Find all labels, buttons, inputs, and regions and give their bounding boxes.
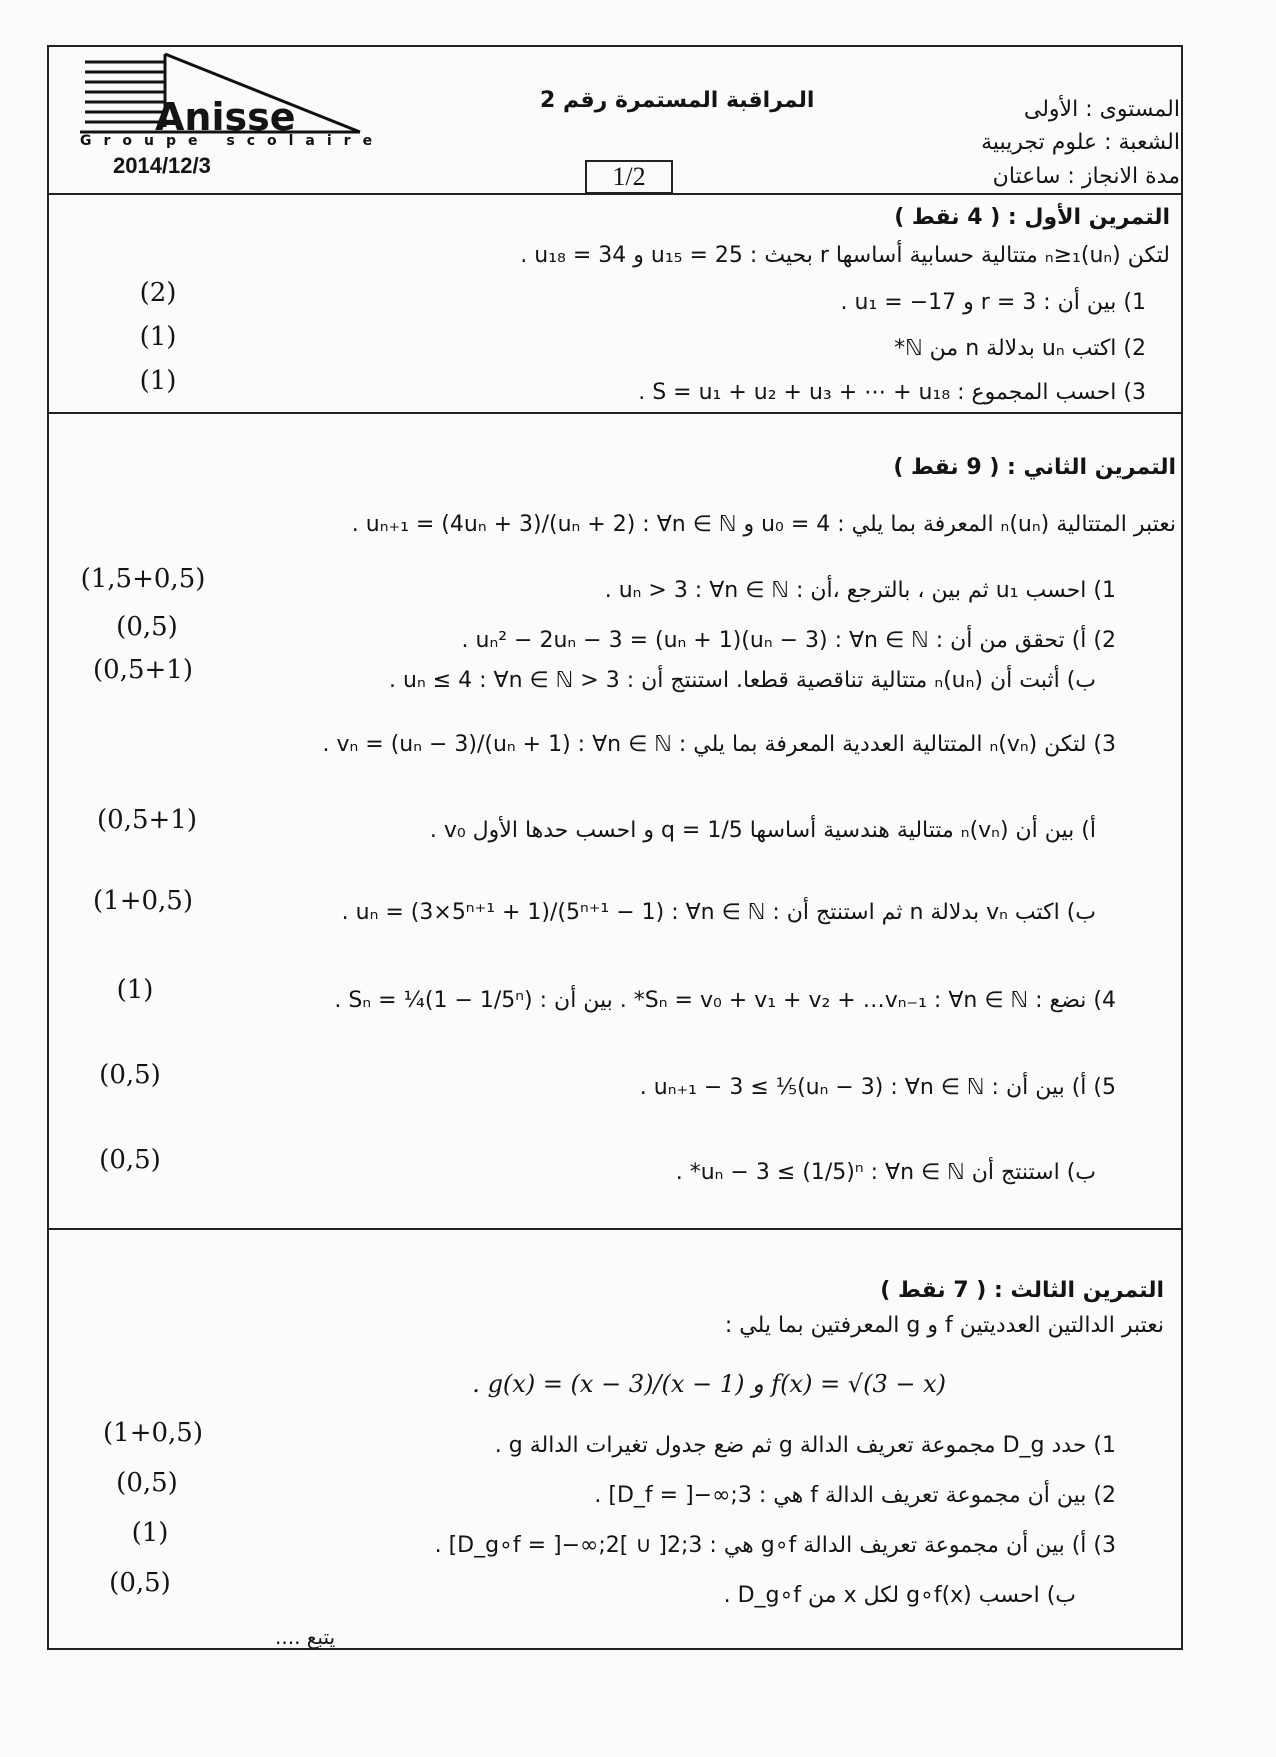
ex2-divider bbox=[47, 1228, 1183, 1230]
exam-date: 2014/12/3 bbox=[113, 153, 211, 178]
duration-label: مدة الانجاز : ساعتان bbox=[992, 164, 1180, 189]
ex2-item-3: 3) لتكن (vₙ)ₙ المتتالية العددية المعرفة بما يلي : vₙ = (uₙ − 3)/(uₙ + 1) : ∀n ∈ ℕ . bbox=[322, 732, 1116, 757]
ex2-points-5a: (0,5) bbox=[99, 1060, 161, 1090]
ex2-item-1: 1) احسب u₁ ثم بين ، بالترجع ،أن : uₙ > 3 : ∀n ∈ ℕ . bbox=[604, 578, 1116, 603]
ex1-item-1: 1) بين أن : r = 3 و u₁ = −17 . bbox=[840, 290, 1146, 315]
ex2-points-3a: (0,5+1) bbox=[97, 805, 197, 835]
ex1-item-3: 3) احسب المجموع : S = u₁ + u₂ + u₃ + ⋯ + u₁₈ . bbox=[638, 380, 1146, 405]
ex1-points-1: (2) bbox=[139, 278, 177, 308]
ex1-points-3: (1) bbox=[139, 366, 177, 396]
ex2-points-4: (1) bbox=[116, 975, 154, 1005]
ex3-points-3a: (1) bbox=[131, 1518, 169, 1548]
ex3-title: التمرين الثالث : ( 7 نقط ) bbox=[880, 1278, 1164, 1303]
ex1-intro: لتكن (uₙ)ₙ≥₁ متتالية حسابية أساسها r بحيث : u₁₅ = 25 و u₁₈ = 34 . bbox=[520, 243, 1170, 268]
ex2-item-4: 4) نضع : Sₙ = v₀ + v₁ + v₂ + …vₙ₋₁ : ∀n ∈ ℕ* . بين أن : Sₙ = ¼(1 − 1/5ⁿ) . bbox=[334, 988, 1116, 1013]
ex2-intro: نعتبر المتتالية (uₙ)ₙ المعرفة بما يلي : u₀ = 4 و uₙ₊₁ = (4uₙ + 3)/(uₙ + 2) : ∀n ∈ ℕ . bbox=[351, 512, 1176, 537]
ex1-item-2: 2) اكتب uₙ بدلالة n من ℕ* bbox=[894, 336, 1146, 361]
continue-note: يتبع .... bbox=[275, 1625, 336, 1649]
ex2-item-2b: ب) أثبت أن (uₙ)ₙ متتالية تناقصية قطعا. استنتج أن : 3 < uₙ ≤ 4 : ∀n ∈ ℕ . bbox=[389, 668, 1096, 693]
ex2-item-3a: أ) بين أن (vₙ)ₙ متتالية هندسية أساسها q = 1/5 و احسب حدها الأول v₀ . bbox=[429, 818, 1096, 843]
ex3-item-2: 2) بين أن مجموعة تعريف الدالة f هي : D_f = ]−∞;3] . bbox=[594, 1483, 1116, 1508]
ex3-points-2: (0,5) bbox=[116, 1468, 178, 1498]
ex3-intro: نعتبر الدالتين العدديتين f و g المعرفتين بما يلي : bbox=[724, 1313, 1164, 1338]
level-label: المستوى : الأولى bbox=[1023, 97, 1180, 122]
ex2-title: التمرين الثاني : ( 9 نقط ) bbox=[893, 455, 1176, 480]
ex1-points-2: (1) bbox=[139, 322, 177, 352]
ex2-item-5b: ب) استنتج أن uₙ − 3 ≤ (1/5)ⁿ : ∀n ∈ ℕ* . bbox=[675, 1160, 1096, 1185]
ex2-points-1: (1,5+0,5) bbox=[80, 564, 206, 594]
exam-title: المراقبة المستمرة رقم 2 bbox=[540, 88, 815, 113]
ex2-points-2a: (0,5) bbox=[116, 612, 178, 642]
ex3-points-1: (1+0,5) bbox=[103, 1418, 203, 1448]
ex2-item-2a: 2) أ) تحقق من أن : uₙ² − 2uₙ − 3 = (uₙ + 1)(uₙ − 3) : ∀n ∈ ℕ . bbox=[461, 628, 1116, 653]
ex3-definitions: f(x) = √(3 − x) و g(x) = (x − 3)/(x − 1) . bbox=[472, 1370, 946, 1398]
ex2-points-5b: (0,5) bbox=[99, 1145, 161, 1175]
ex1-title: التمرين الأول : ( 4 نقط ) bbox=[894, 205, 1170, 230]
page-number: 1/2 bbox=[585, 160, 673, 194]
logo-name: Anisse bbox=[155, 95, 296, 139]
ex1-divider bbox=[47, 412, 1183, 414]
ex3-points-3b: (0,5) bbox=[109, 1568, 171, 1598]
ex2-points-3b: (1+0,5) bbox=[93, 886, 193, 916]
ex3-item-1: 1) حدد D_g مجموعة تعريف الدالة g ثم ضع جدول تغيرات الدالة g . bbox=[494, 1433, 1116, 1458]
ex3-item-3b: ب) احسب g∘f(x) لكل x من D_g∘f . bbox=[723, 1583, 1076, 1608]
ex2-points-2b: (0,5+1) bbox=[93, 655, 193, 685]
ex2-item-5a: 5) أ) بين أن : uₙ₊₁ − 3 ≤ ⅕(uₙ − 3) : ∀n ∈ ℕ . bbox=[639, 1075, 1116, 1100]
ex3-item-3a: 3) أ) بين أن مجموعة تعريف الدالة g∘f هي : D_g∘f = ]−∞;2[ ∪ ]2;3] . bbox=[434, 1533, 1116, 1558]
ex2-item-3b: ب) اكتب vₙ بدلالة n ثم استنتج أن : uₙ = (3×5ⁿ⁺¹ + 1)/(5ⁿ⁺¹ − 1) : ∀n ∈ ℕ . bbox=[341, 900, 1096, 925]
branch-label: الشعبة : علوم تجريبية bbox=[981, 130, 1180, 155]
logo-subtitle: Groupe scolaire bbox=[80, 133, 385, 149]
